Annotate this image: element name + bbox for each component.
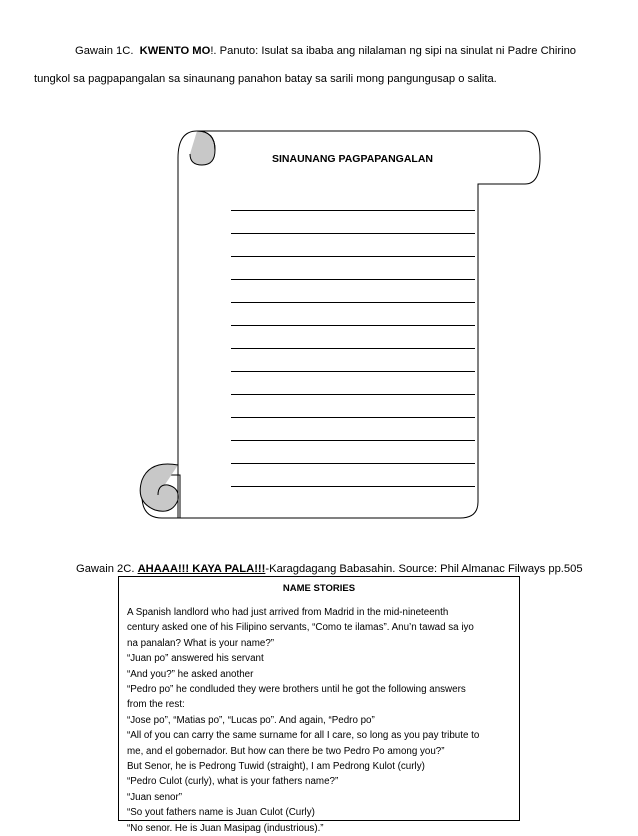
answer-line [231, 348, 475, 349]
answer-line [231, 394, 475, 395]
scroll-illustration [120, 130, 560, 530]
reading-box [118, 576, 520, 834]
activity1-label: Gawain 1C. [75, 45, 134, 57]
reading-line: “Juan senor” [127, 791, 182, 803]
reading-line: “So yout fathers name is Juan Culot (Curly) [127, 807, 315, 819]
reading-line: me, and el gobernador. But how can there be two Pedro Po among you?” [127, 745, 445, 757]
answer-line [231, 302, 475, 303]
answer-line [231, 463, 475, 464]
reading-line: “Jose po”, “Matias po”, “Lucas po”. And again, “Pedro po” [127, 714, 375, 726]
reading-line: But Senor, he is Pedrong Tuwid (straight), I am Pedrong Kulot (curly) [127, 761, 425, 773]
answer-line [231, 486, 475, 487]
answer-line [231, 233, 475, 234]
reading-body [127, 605, 519, 836]
scroll-title: SINAUNANG PAGPAPANGALAN [272, 153, 434, 165]
answer-line [231, 210, 475, 211]
answer-line [231, 371, 475, 372]
activity2-label: Gawain 2C. [76, 563, 135, 575]
activity2-rest: -Karagdagang Babasahin. Source: Phil Almanac Filways pp.505 [265, 563, 583, 575]
reading-line: “All of you can carry the same surname for all I care, so long as you pay tribute to [127, 730, 480, 742]
reading-line: from the rest: [127, 699, 185, 711]
answer-line [231, 440, 475, 441]
reading-line: “Pedro po” he condluded they were brothers until he got the following answers [127, 684, 466, 696]
reading-line: “Juan po” answered his servant [127, 653, 264, 665]
reading-line: century asked one of his Filipino servants, “Como te ilamas”. Anu’n tawad sa iyo [127, 622, 474, 634]
reading-line: na panalan? What is your name?” [127, 637, 275, 649]
reading-title: NAME STORIES [282, 583, 356, 594]
answer-line [231, 325, 475, 326]
activity1-title-punct: !. [210, 45, 217, 57]
activity1-paragraph [34, 37, 604, 93]
reading-line: A Spanish landlord who had just arrived from Madrid in the mid-nineteenth [127, 607, 449, 618]
answer-line [231, 417, 475, 418]
answer-line [231, 256, 475, 257]
reading-line: “Pedro Culot (curly), what is your fathers name?” [127, 776, 339, 788]
activity2-title: AHAAA!!! KAYA PALA!!! [137, 563, 266, 575]
reading-line: “No senor. He is Juan Masipag (industrious).” [127, 822, 324, 834]
answer-line [231, 279, 475, 280]
activity1-instruction: Panuto: Isulat sa ibaba ang nilalaman ng sipi na sinulat ni Padre Chirino tungkol sa pagpapangalan sa sinaunang panahon batay sa sarili mong pangungusap o salita. [34, 45, 577, 85]
activity1-title: KWENTO MO [139, 45, 211, 57]
reading-line: “And you?” he asked another [127, 668, 254, 680]
activity2-heading [76, 563, 583, 575]
